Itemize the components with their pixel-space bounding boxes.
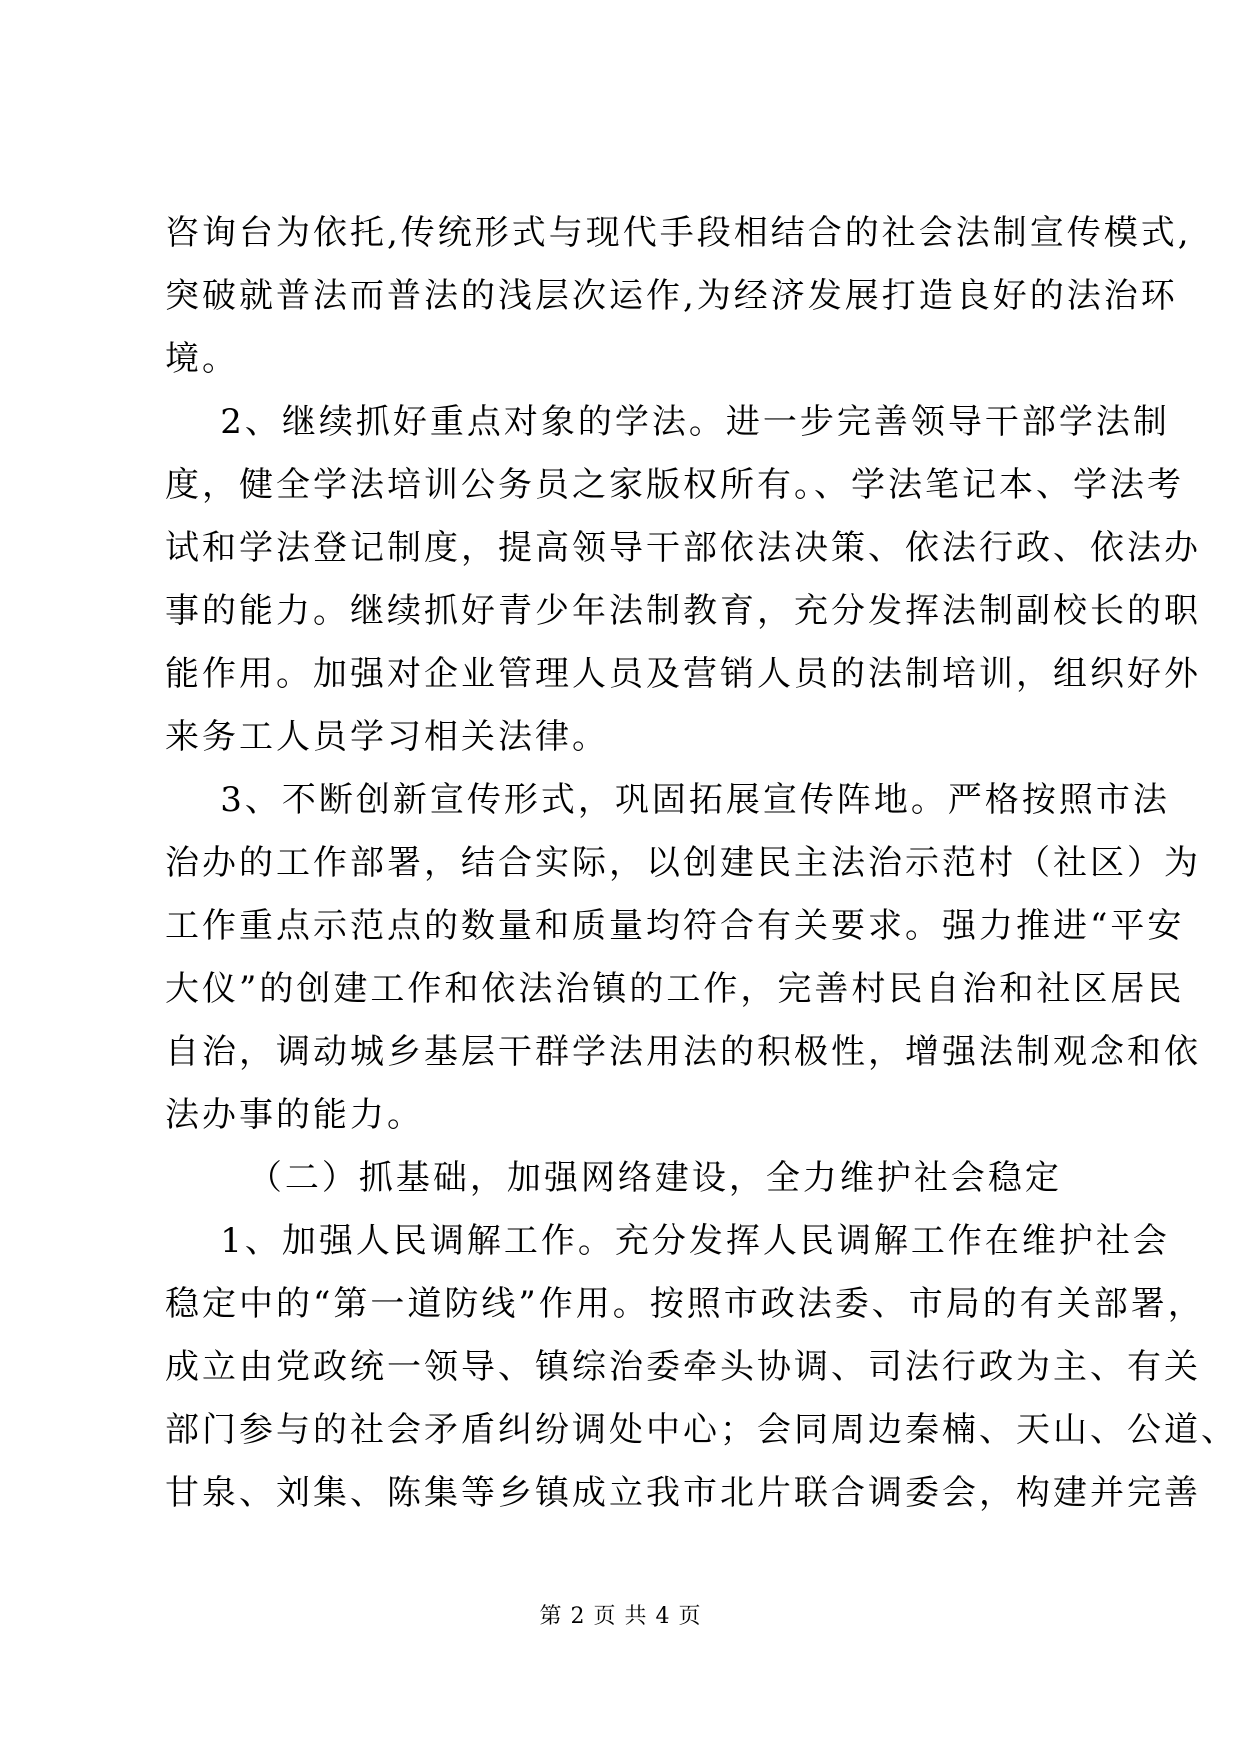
text-line: 部门参与的社会矛盾纠纷调处中心；会同周边秦楠、天山、公道、 xyxy=(165,1410,1238,1450)
text-line: 2、继续抓好重点对象的学法。进一步完善领导干部学法制 xyxy=(165,402,1170,442)
text-line: 突破就普法而普法的浅层次运作,为经济发展打造良好的法治环 xyxy=(165,276,1178,316)
text-line: 来务工人员学习相关法律。 xyxy=(165,717,609,757)
text-line: 自治，调动城乡基层干群学法用法的积极性，增强法制观念和依 xyxy=(165,1032,1201,1072)
text-line: 境。 xyxy=(165,339,239,379)
text-line: 咨询台为依托,传统形式与现代手段相结合的社会法制宣传模式, xyxy=(165,213,1192,253)
text-line: 工作重点示范点的数量和质量均符合有关要求。强力推进“平安 xyxy=(165,906,1185,946)
text-line: 能作用。加强对企业管理人员及营销人员的法制培训，组织好外 xyxy=(165,654,1201,694)
text-line: 1、加强人民调解工作。充分发挥人民调解工作在维护社会 xyxy=(165,1221,1170,1261)
text-line: 度，健全学法培训公务员之家版权所有。、学法笔记本、学法考 xyxy=(165,465,1184,505)
page-footer xyxy=(0,1602,1241,1632)
text-line: 法办事的能力。 xyxy=(165,1095,424,1135)
text-line: 试和学法登记制度，提高领导干部依法决策、依法行政、依法办 xyxy=(165,528,1201,568)
text-line: 甘泉、刘集、陈集等乡镇成立我市北片联合调委会，构建并完善 xyxy=(165,1473,1201,1513)
text-line: 治办的工作部署，结合实际，以创建民主法治示范村（社区）为 xyxy=(165,843,1201,883)
text-line: 稳定中的“第一道防线”作用。按照市政法委、市局的有关部署， xyxy=(165,1284,1205,1324)
text-line: 成立由党政统一领导、镇综治委牵头协调、司法行政为主、有关 xyxy=(165,1347,1201,1387)
section-heading: （二）抓基础，加强网络建设，全力维护社会稳定 xyxy=(165,1158,1062,1198)
text-line: 3、不断创新宣传形式，巩固拓展宣传阵地。严格按照市法 xyxy=(165,780,1170,820)
text-line: 大仪”的创建工作和依法治镇的工作，完善村民自治和社区居民 xyxy=(165,969,1185,1009)
text-line: 事的能力。继续抓好青少年法制教育，充分发挥法制副校长的职 xyxy=(165,591,1201,631)
document-body xyxy=(165,202,1238,1525)
page-number-label: 第 2 页 共 4 页 xyxy=(539,1604,702,1629)
